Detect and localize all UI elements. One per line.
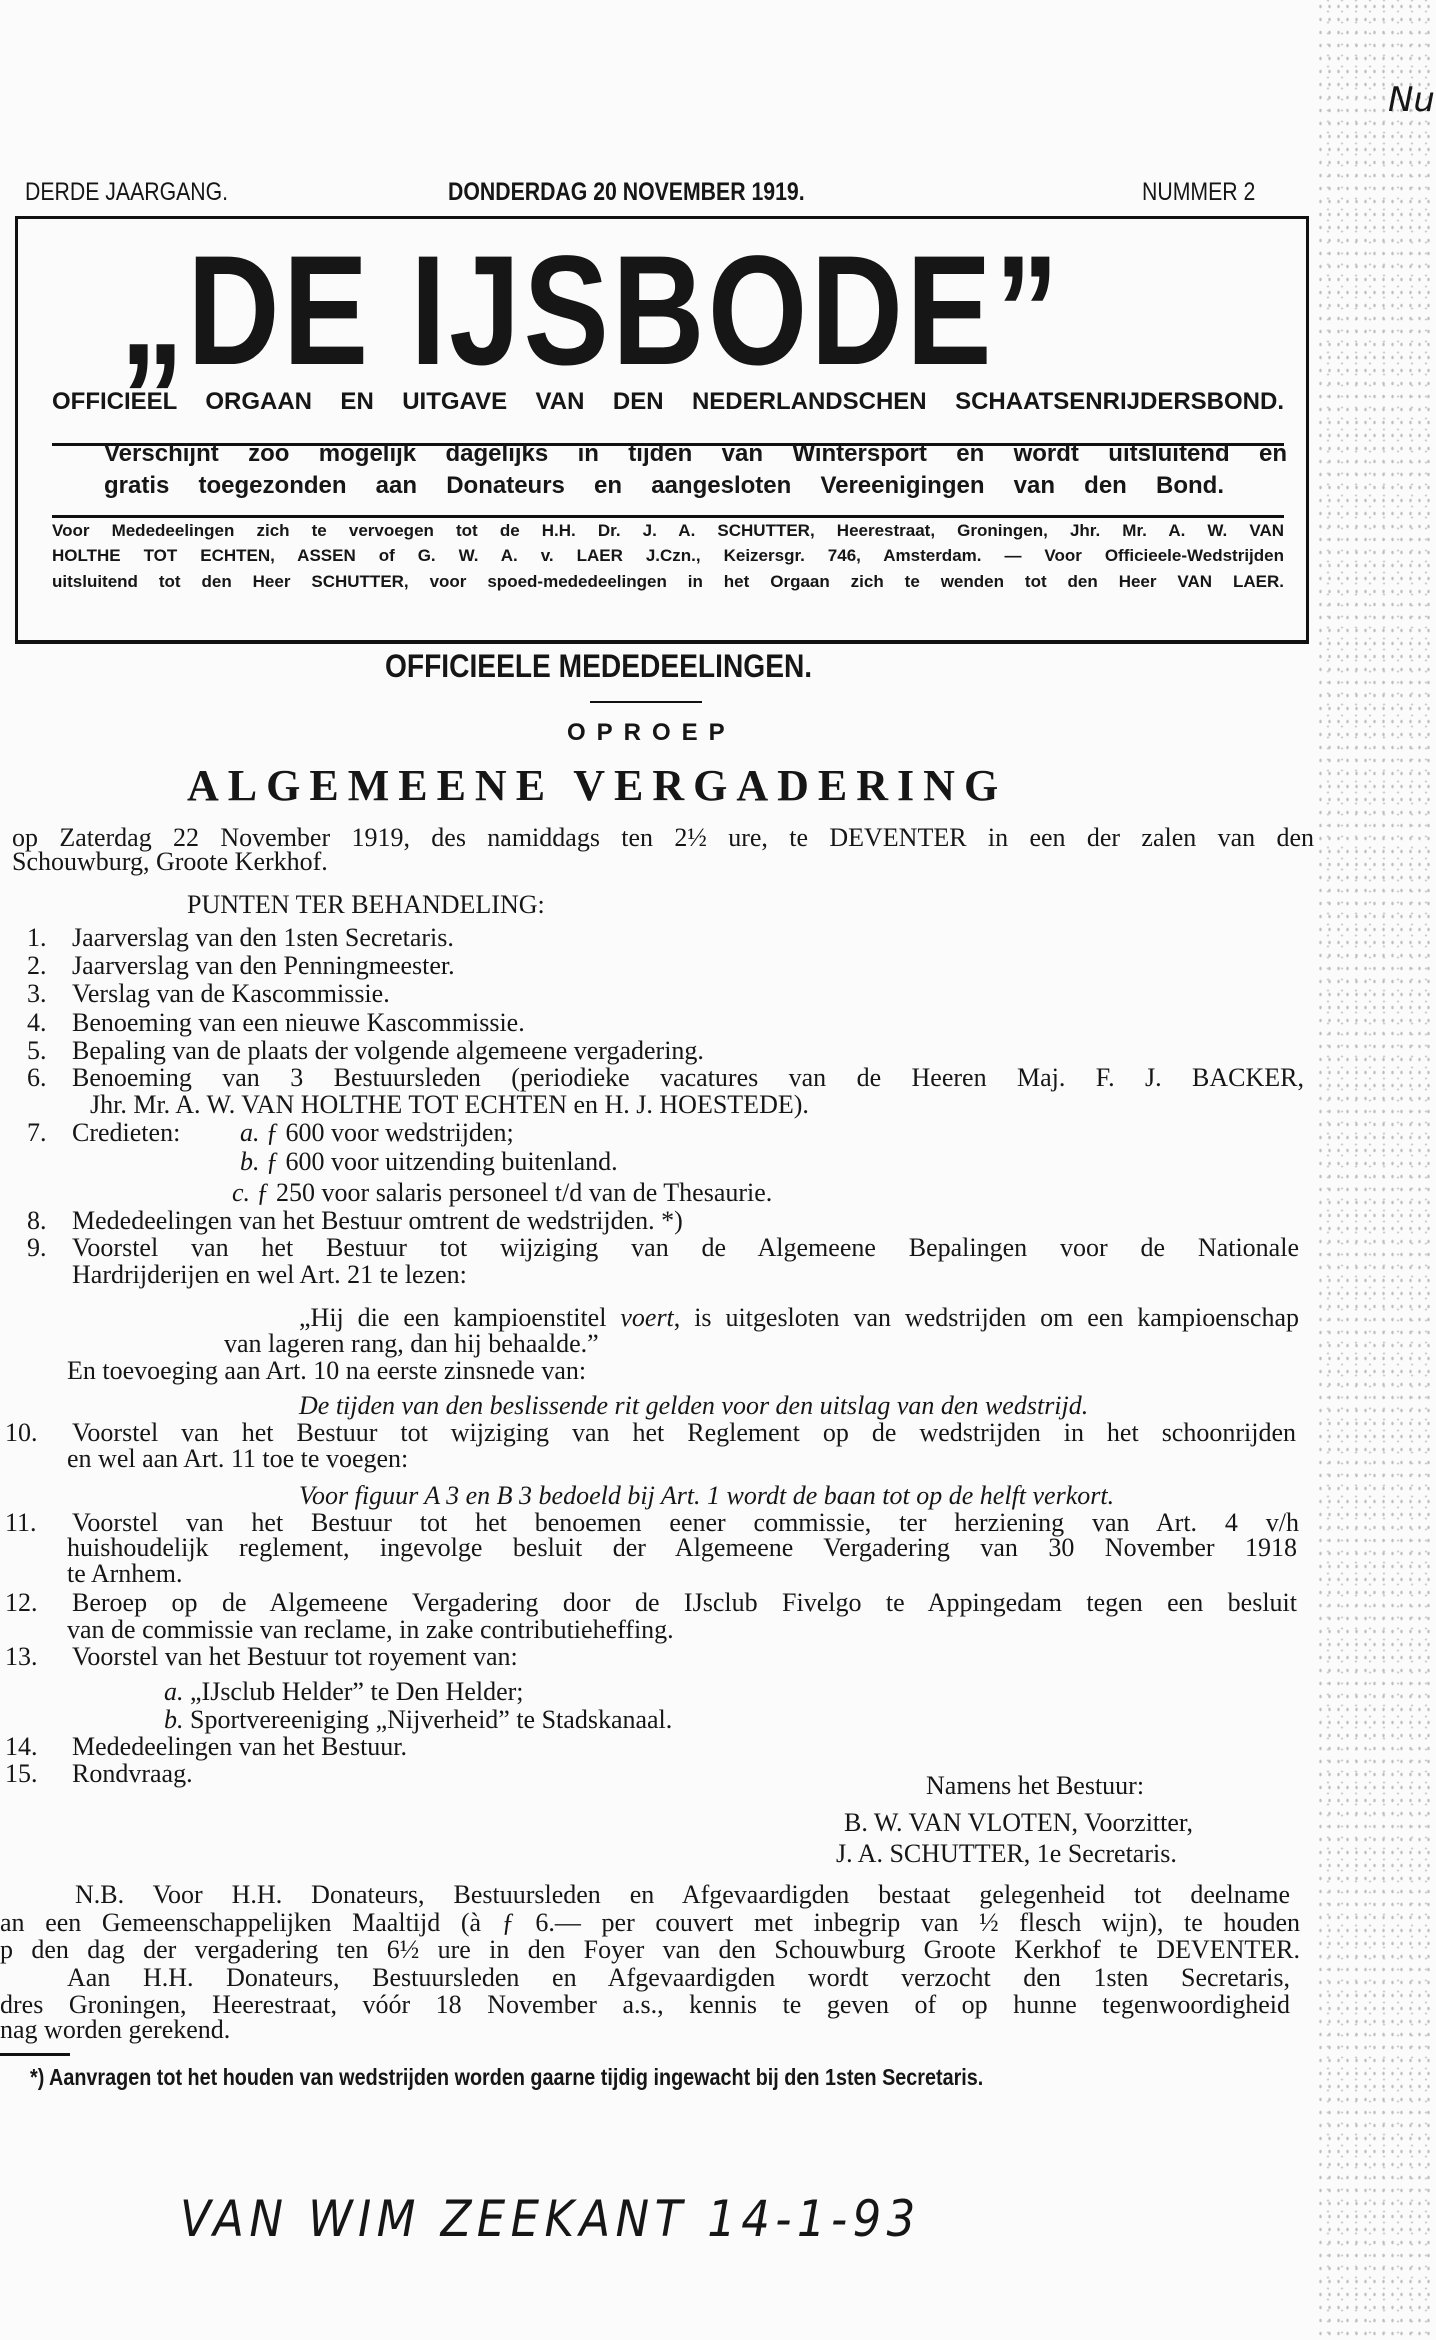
line-text: [164, 1705, 672, 1735]
line-text: [67, 1615, 674, 1645]
divider: [52, 515, 1284, 518]
masthead-subtitle: OFFICIEEL ORGAAN EN UITGAVE VAN DEN NEDERLANDSCHEN SCHAATSENRIJDERSBOND.: [52, 388, 1284, 415]
kicker: OPROEP: [567, 719, 736, 746]
appears-line-1: Verschijnt zoo mogelijk dagelijks in tijden van Wintersport en wordt uitsluitend en: [104, 440, 1287, 467]
text-segment: van lageren rang, dan hij behaalde.”: [224, 1329, 599, 1358]
text-line: [0, 1559, 1436, 1591]
item-number: 7.: [27, 1118, 47, 1147]
text-segment: ƒ 600 voor wedstrijden;: [259, 1118, 514, 1147]
text-segment: Schouwburg, Groote Kerkhof.: [12, 847, 328, 876]
item-number: 10.: [5, 1418, 38, 1447]
text-segment: p den dag der vergadering ten 6½ ure in den Foyer van den Schouwburg Groote Kerkhof te DEVENTER.: [0, 1935, 1300, 1964]
text-line: [0, 1147, 1436, 1179]
line-text: [299, 1391, 1088, 1421]
italic-text: a.: [240, 1118, 260, 1147]
line-text: [72, 951, 455, 981]
text-segment: Voorstel van het Bestuur tot het benoemen eener commissie, ter herziening van Art. 4 v/h: [72, 1508, 1299, 1537]
text-segment: Bepaling van de plaats der volgende algemeene vergadering.: [72, 1036, 704, 1065]
text-line: [0, 1118, 1436, 1150]
text-segment: Hardrijderijen en wel Art. 21 te lezen:: [72, 1260, 467, 1289]
text-segment: Mededeelingen van het Bestuur omtrent de wedstrijden. *): [72, 1206, 683, 1235]
item-number: 13.: [5, 1642, 38, 1671]
agenda-item: [0, 979, 1436, 1011]
line-text: [72, 1008, 525, 1038]
text-segment: an een Gemeenschappelijken Maaltijd (à ƒ 6.— per couvert met inbegrip van ½ flesch wijn), te houden: [0, 1908, 1300, 1937]
text-segment: ƒ 600 voor uitzending buitenland.: [259, 1147, 618, 1176]
text-line: [0, 1808, 1436, 1840]
text-segment: J. A. SCHUTTER, 1e Secretaris.: [836, 1839, 1177, 1868]
section-heading: OFFICIEELE MEDEDEELINGEN.: [385, 648, 813, 684]
line-text: [0, 2015, 230, 2045]
footnote: *) Aanvragen tot het houden van wedstrijden worden gaarne tijdig ingewacht bij den 1sten Secretaris.: [30, 2064, 984, 2090]
line-text: [926, 1771, 1144, 1801]
text-segment: Jhr. Mr. A. W. VAN HOLTHE TOT ECHTEN en H. J. HOESTEDE).: [90, 1090, 809, 1119]
text-segment: Verslag van de Kascommissie.: [72, 979, 390, 1008]
text-segment: dres Groningen, Heerestraat, vóór 18 November a.s., kennis te geven of op hunne tegenwoordigheid: [0, 1990, 1290, 2019]
italic-text: Voor figuur A 3 en B 3 bedoeld bij Art. 1 wordt de baan tot op de helft verkort.: [299, 1481, 1115, 1510]
text-segment: Mededeelingen van het Bestuur.: [72, 1732, 408, 1761]
line-text: [72, 1036, 704, 1066]
line-text: [72, 1642, 518, 1672]
line-text: [67, 1444, 408, 1474]
item-number: 6.: [27, 1063, 47, 1092]
item-number: 8.: [27, 1206, 47, 1235]
italic-text: c.: [232, 1178, 251, 1207]
agenda-item: [0, 1642, 1436, 1674]
line-text: [12, 847, 328, 877]
text-segment: Credieten:: [72, 1118, 181, 1147]
text-line: [0, 2015, 1436, 2047]
footnote-divider: [0, 2053, 70, 2056]
text-segment: nag worden gerekend.: [0, 2015, 231, 2044]
text-segment: B. W. VAN VLOTEN, Voorzitter,: [844, 1808, 1194, 1837]
line-text: [90, 1090, 809, 1120]
text-segment: en wel aan Art. 11 toe te voegen:: [67, 1444, 409, 1473]
line-text: [836, 1839, 1177, 1869]
text-segment: te Arnhem.: [67, 1559, 183, 1588]
line-text: [72, 1206, 683, 1236]
text-segment: huishoudelijk reglement, ingevolge besluit der Algemeene Vergadering van 30 November 1918: [67, 1533, 1297, 1562]
line-text: [72, 1732, 407, 1762]
text-line: [0, 1839, 1436, 1871]
text-segment: Namens het Bestuur:: [926, 1771, 1145, 1800]
text-segment: Sportvereeniging „Nijverheid” te Stadskanaal.: [183, 1705, 673, 1734]
text-line: [0, 890, 1436, 922]
contact-line-3: uitsluitend tot den Heer SCHUTTER, voor spoed-mededeelingen in het Orgaan zich te wenden tot den Heer VAN LAER.: [52, 572, 1284, 591]
line-text: [240, 1118, 514, 1148]
issue-date: DONDERDAG 20 NOVEMBER 1919.: [448, 178, 805, 206]
line-text: [240, 1147, 618, 1177]
handwritten-corner-note: Nu: [1388, 80, 1435, 120]
text-segment: Benoeming van een nieuwe Kascommissie.: [72, 1008, 525, 1037]
text-segment: Benoeming van 3 Bestuursleden (periodieke vacatures van de Heeren Maj. F. J. BACKER,: [72, 1063, 1304, 1092]
item-number: 4.: [27, 1008, 47, 1037]
line-text: [72, 1260, 467, 1290]
line-text: [187, 890, 545, 920]
line-text: [164, 1677, 524, 1707]
text-segment: Voorstel van het Bestuur tot wijziging van de Algemeene Bepalingen voor de Nationale: [72, 1233, 1299, 1262]
text-segment: Jaarverslag van den 1sten Secretaris.: [72, 923, 454, 952]
text-segment: PUNTEN TER BEHANDELING:: [187, 890, 545, 919]
italic-text: b.: [164, 1705, 184, 1734]
text-segment: Voorstel van het Bestuur tot wijziging van het Reglement op de wedstrijden in het schoonrijden: [72, 1418, 1296, 1447]
line-text: [67, 1356, 586, 1386]
short-divider: [590, 701, 702, 703]
appears-line-2: gratis toegezonden aan Donateurs en aangesloten Vereenigingen van den Bond.: [104, 472, 1224, 499]
contact-line-2: HOLTHE TOT ECHTEN, ASSEN of G. W. A. v. LAER J.Czn., Keizersgr. 746, Amsterdam. — Voor Officieele-Wedstrijden: [52, 546, 1284, 565]
line-text: [844, 1808, 1193, 1838]
item-number: 3.: [27, 979, 47, 1008]
text-segment: op Zaterdag 22 November 1919, des namiddags ten 2½ ure, te DEVENTER in een der zalen van den: [12, 823, 1314, 852]
italic-text: voert: [620, 1303, 674, 1332]
item-number: 14.: [5, 1732, 38, 1761]
italic-text: De tijden van den beslissende rit gelden voor den uitslag van den wedstrijd.: [299, 1391, 1089, 1420]
text-segment: Jaarverslag van den Penningmeester.: [72, 951, 455, 980]
text-segment: „IJsclub Helder” te Den Helder;: [183, 1677, 524, 1706]
text-segment: , is uitgesloten van wedstrijden om een kampioenschap: [673, 1303, 1299, 1332]
text-segment: ƒ 250 voor salaris personeel t/d van de Thesaurie.: [250, 1178, 773, 1207]
newspaper-title: „DE IJSBODE”: [120, 224, 1063, 398]
text-line: [0, 1356, 1436, 1388]
line-text: [72, 923, 454, 953]
headline: ALGEMEENE VERGADERING: [187, 761, 1008, 810]
text-line: [0, 847, 1436, 879]
text-segment: „Hij die een kampioenstitel: [299, 1303, 621, 1332]
text-line: [0, 1771, 1436, 1803]
italic-text: a.: [164, 1677, 184, 1706]
handwritten-note: VAN WIM ZEEKANT 14-1-93: [180, 2190, 921, 2248]
text-line: [0, 1260, 1436, 1292]
text-line: [0, 1444, 1436, 1476]
line-text: [67, 1559, 183, 1589]
line-text: [299, 1481, 1114, 1511]
item-number: 5.: [27, 1036, 47, 1065]
item-number: 11.: [5, 1508, 37, 1537]
item-number: 2.: [27, 951, 47, 980]
item-number: 15.: [5, 1759, 38, 1788]
text-segment: En toevoeging aan Art. 10 na eerste zinsnede van:: [67, 1356, 587, 1385]
text-segment: Aan H.H. Donateurs, Bestuursleden en Afgevaardigden wordt verzocht den 1sten Secretaris,: [67, 1963, 1290, 1992]
text-segment: N.B. Voor H.H. Donateurs, Bestuursleden en Afgevaardigden bestaat gelegenheid tot deelname: [75, 1880, 1290, 1909]
text-segment: van de commissie van reclame, in zake contributieheffing.: [67, 1615, 674, 1644]
line-text: [232, 1178, 772, 1208]
item-number: 1.: [27, 923, 47, 952]
item-number: 9.: [27, 1233, 47, 1262]
item-number: 12.: [5, 1588, 38, 1617]
issue-number: NUMMER 2: [1142, 178, 1256, 206]
text-segment: Voorstel van het Bestuur tot royement van:: [72, 1642, 518, 1671]
line-text: [72, 979, 390, 1009]
contact-line-1: Voor Mededeelingen zich te vervoegen tot de H.H. Dr. J. A. SCHUTTER, Heerestraat, Groningen, Jhr. Mr. A. W. VAN: [52, 521, 1284, 540]
italic-text: b.: [240, 1147, 260, 1176]
text-segment: Rondvraag.: [72, 1759, 193, 1788]
volume-label: DERDE JAARGANG.: [25, 178, 229, 206]
text-segment: Beroep op de Algemeene Vergadering door de IJsclub Fivelgo te Appingedam tegen een besluit: [72, 1588, 1297, 1617]
line-text: [224, 1329, 599, 1359]
